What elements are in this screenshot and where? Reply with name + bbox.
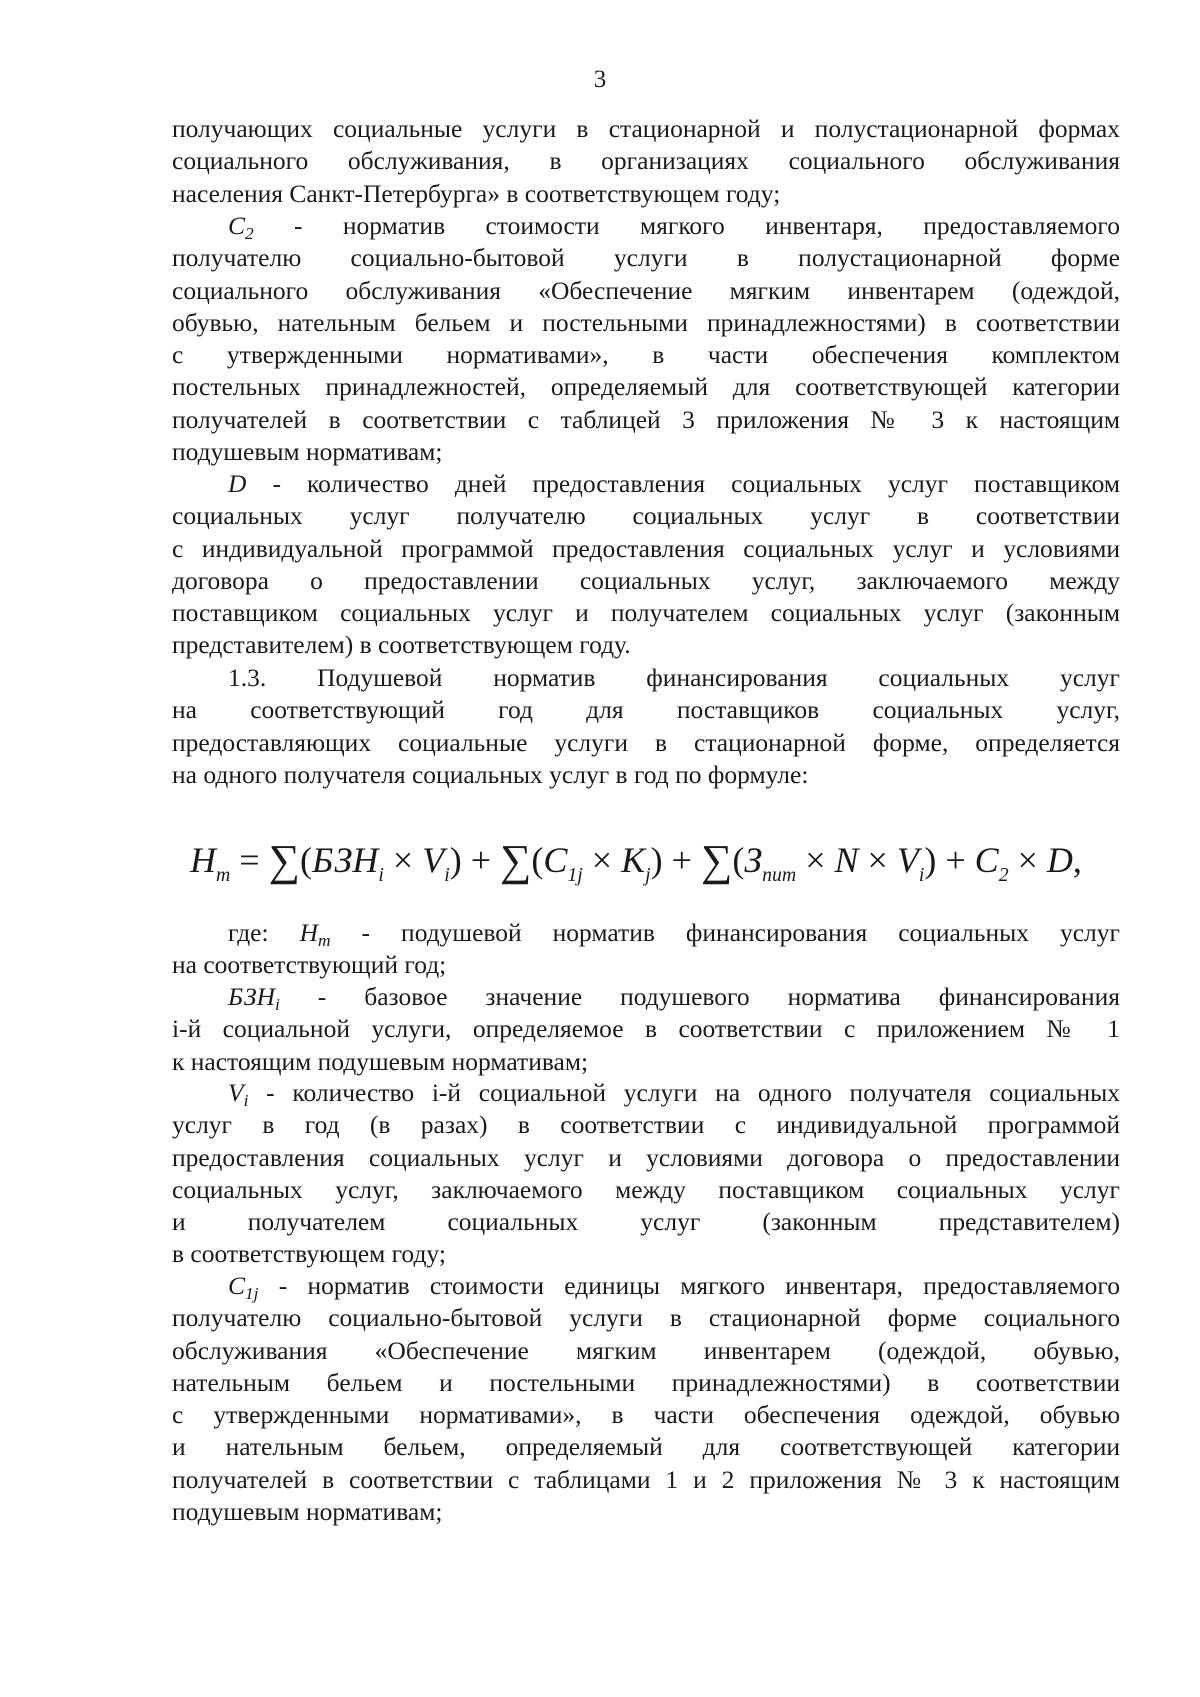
definition-bzn [172, 981, 1120, 1078]
text-line: получателю социально-бытовой услуги в стационарной форме социального [172, 1303, 1120, 1333]
text-line: договора о предоставлении социальных услуг, заключаемого между [172, 565, 1120, 595]
text-line: предоставления социальных услуг и условиями договора о предоставлении [172, 1142, 1120, 1172]
text-line: получателю социально-бытовой услуги в полустационарной форме [172, 243, 1120, 273]
text-line: на соответствующий год для поставщиков социальных услуг, [172, 695, 1120, 725]
text-line: получающих социальные услуги в стационарной и полустационарной формах [172, 114, 1120, 143]
text-line: $C_2$ - норматив стоимости мягкого инвентаря, предоставляемого [228, 211, 1120, 244]
definition-c2 [172, 210, 1120, 468]
text-line: с утвержденными нормативами», в части обеспечения одеждой, обувью [172, 1400, 1120, 1430]
symbol-c2: $C_2$ [228, 211, 254, 244]
text-line: на одного получателя социальных услуг в год по формуле: [172, 759, 809, 789]
text-line: населения Санкт-Петербурга» в соответствующем году; [172, 178, 781, 208]
text-line: предоставляющих социальные услуги в стационарной форме, определяется [172, 727, 1120, 757]
symbol-bzn: $БЗН_i$ [228, 982, 280, 1015]
text-line: на соответствующий год; [172, 950, 447, 980]
sum-symbol: ∑ [268, 836, 300, 885]
text-line: получателей в соответствии с таблицей 3 приложения № 3 к настоящим [172, 404, 1120, 434]
text-line: обувью, нательным бельем и постельными принадлежностями) в соответствии [172, 307, 1120, 337]
symbol-hm: $H_m$ [299, 918, 331, 951]
symbol-c1j: $C_{1j}$ [228, 1271, 259, 1304]
text-line: социального обслуживания, в организациях социального обслуживания [172, 146, 1120, 176]
text-line: i-й социальной услуги, определяемое в соответствии с приложением № 1 [172, 1014, 1120, 1044]
definition-d [172, 468, 1120, 662]
definition-v [172, 1077, 1120, 1271]
symbol-d: D [228, 469, 247, 498]
paragraph-intro [172, 113, 1120, 210]
text-line: в соответствующем году; [172, 1239, 446, 1269]
sum-symbol: ∑ [700, 836, 733, 885]
text-line: к настоящим подушевым нормативам; [172, 1046, 589, 1076]
text-line: обслуживания «Обеспечение мягким инвентарем (одеждой, обувью, [172, 1335, 1120, 1365]
text-line: социальных услуг получателю социальных услуг в соответствии [172, 501, 1120, 531]
text-line: социального обслуживания «Обеспечение мягким инвентарем (одеждой, [172, 275, 1120, 305]
formula-hm: $H_m = \sum(БЗН_i \times V_i) + \sum(C_{1j} \times K_j) + \sum(З_{пит} \times N \times V_i) + C_2 \times D$, [190, 836, 1082, 886]
text-line: с индивидуальной программой предоставления социальных услуг и условиями [172, 533, 1120, 563]
text-line: где: $H_m$ - подушевой норматив финансирования социальных услуг [228, 918, 1120, 951]
definition-hm [172, 917, 1120, 982]
text-line: получателей в соответствии с таблицами 1 и 2 приложения № 3 к настоящим [172, 1464, 1120, 1494]
text-line: $C_{1j}$ - норматив стоимости единицы мягкого инвентаря, предоставляемого [228, 1271, 1120, 1304]
text-line: с утвержденными нормативами», в части обеспечения комплектом [172, 340, 1120, 370]
text-line: подушевым нормативам; [172, 1497, 443, 1527]
section-1-3 [172, 662, 1120, 791]
text-line: $БЗН_i$ - базовое значение подушевого норматива финансирования [228, 982, 1120, 1015]
text-line: постельных принадлежностей, определяемый для соответствующей категории [172, 372, 1120, 402]
text-line: социальных услуг, заключаемого между поставщиком социальных услуг [172, 1174, 1120, 1204]
text-line: $V_i$ - количество i-й социальной услуги на одного получателя социальных [228, 1078, 1120, 1111]
text-line: услуг в год (в разах) в соответствии с индивидуальной программой [172, 1110, 1120, 1140]
page-number: 3 [593, 66, 607, 93]
text-line: D - количество дней предоставления социальных услуг поставщиком [228, 469, 1120, 498]
symbol-v: $V_i$ [228, 1078, 249, 1111]
text-line: нательным бельем и постельными принадлежностями) в соответствии [172, 1367, 1120, 1397]
text-line: представителем) в соответствующем году. [172, 630, 631, 660]
text-line: и получателем социальных услуг (законным представителем) [172, 1207, 1120, 1237]
definition-c1j [172, 1270, 1120, 1528]
text-line: и нательным бельем, определяемый для соответствующей категории [172, 1432, 1120, 1462]
text-line: подушевым нормативам; [172, 437, 443, 467]
sum-symbol: ∑ [500, 836, 532, 885]
text-line: поставщиком социальных услуг и получателем социальных услуг (законным [172, 598, 1120, 628]
text-line: 1.3. Подушевой норматив финансирования социальных услуг [228, 663, 1120, 692]
